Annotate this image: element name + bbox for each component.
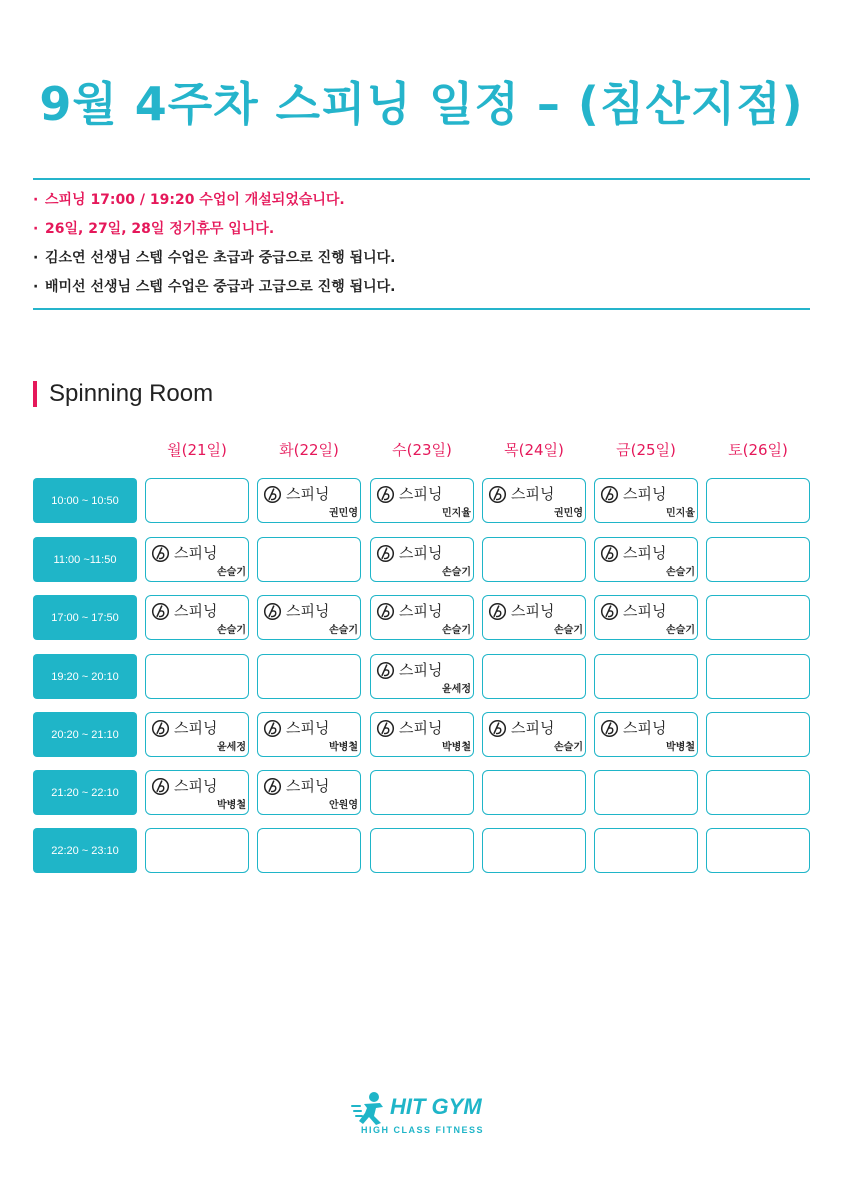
empty-cell <box>257 828 361 873</box>
time-slot-label: 11:00 ~11:50 <box>33 537 137 582</box>
class-name: 스피닝 <box>623 602 667 620</box>
notice-text: 배미선 선생님 스텝 수업은 중급과 고급으로 진행 됩니다. <box>45 279 396 295</box>
empty-cell <box>706 828 810 873</box>
notice-bottom-divider <box>33 308 810 310</box>
notice-list <box>33 190 810 306</box>
class-title <box>263 485 329 504</box>
instructor-name: 손슬기 <box>442 567 471 578</box>
empty-cell <box>145 654 249 699</box>
spinning-bike-icon <box>488 485 507 504</box>
class-title <box>151 719 217 738</box>
class-cell <box>482 712 586 757</box>
class-name: 스피닝 <box>174 602 218 620</box>
spinning-bike-icon <box>600 602 619 621</box>
class-name: 스피닝 <box>174 544 218 562</box>
time-slot-label: 22:20 ~ 23:10 <box>33 828 137 873</box>
empty-cell <box>482 828 586 873</box>
empty-cell <box>370 828 474 873</box>
spinning-bike-icon <box>376 544 395 563</box>
class-title <box>151 544 217 563</box>
instructor-name: 윤세정 <box>217 742 246 753</box>
class-title <box>263 602 329 621</box>
instructor-name: 손슬기 <box>554 625 583 636</box>
schedule-row <box>0 595 843 640</box>
class-cell <box>594 712 698 757</box>
spinning-bike-icon <box>263 485 282 504</box>
day-header: 수(23일) <box>392 441 452 459</box>
instructor-name: 권민영 <box>554 508 583 519</box>
spinning-bike-icon <box>263 777 282 796</box>
hitgym-logo <box>350 1090 500 1140</box>
class-cell <box>370 712 474 757</box>
class-name: 스피닝 <box>286 719 330 737</box>
class-cell <box>594 537 698 582</box>
section-title: Spinning Room <box>49 380 214 407</box>
empty-cell <box>257 654 361 699</box>
class-title <box>376 544 442 563</box>
empty-cell <box>145 478 249 523</box>
instructor-name: 윤세정 <box>442 684 471 695</box>
class-cell <box>594 478 698 523</box>
class-name: 스피닝 <box>623 485 667 503</box>
notice-bullet: · <box>33 250 39 266</box>
class-cell <box>145 712 249 757</box>
instructor-name: 손슬기 <box>666 625 695 636</box>
notice-bullet: · <box>33 279 39 295</box>
class-title <box>263 719 329 738</box>
class-name: 스피닝 <box>286 485 330 503</box>
schedule-row <box>0 770 843 815</box>
class-cell <box>257 712 361 757</box>
class-cell <box>482 595 586 640</box>
spinning-bike-icon <box>376 719 395 738</box>
class-name: 스피닝 <box>174 719 218 737</box>
class-cell <box>145 537 249 582</box>
notice-item <box>33 219 810 248</box>
instructor-name: 박병철 <box>217 800 246 811</box>
empty-cell <box>370 770 474 815</box>
empty-cell <box>594 770 698 815</box>
instructor-name: 손슬기 <box>666 567 695 578</box>
spinning-bike-icon <box>376 661 395 680</box>
spinning-bike-icon <box>151 544 170 563</box>
instructor-name: 손슬기 <box>217 625 246 636</box>
class-name: 스피닝 <box>399 661 443 679</box>
time-slot-label: 21:20 ~ 22:10 <box>33 770 137 815</box>
class-title <box>600 485 666 504</box>
schedule-row <box>0 654 843 699</box>
instructor-name: 손슬기 <box>554 742 583 753</box>
instructor-name: 손슬기 <box>217 567 246 578</box>
time-slot-label: 20:20 ~ 21:10 <box>33 712 137 757</box>
notice-text: 26일, 27일, 28일 정기휴무 입니다. <box>45 221 275 237</box>
empty-cell <box>594 828 698 873</box>
class-title <box>151 602 217 621</box>
class-cell <box>257 770 361 815</box>
notice-item <box>33 277 810 306</box>
class-name: 스피닝 <box>511 602 555 620</box>
notice-text: 스피닝 17:00 / 19:20 수업이 개설되었습니다. <box>45 192 345 208</box>
empty-cell <box>706 537 810 582</box>
spinning-bike-icon <box>151 719 170 738</box>
spinning-bike-icon <box>151 602 170 621</box>
class-cell <box>594 595 698 640</box>
instructor-name: 민지율 <box>442 508 471 519</box>
instructor-name: 손슬기 <box>329 625 358 636</box>
schedule-row <box>0 828 843 873</box>
day-header: 화(22일) <box>279 441 339 459</box>
spinning-bike-icon <box>600 544 619 563</box>
spinning-bike-icon <box>600 719 619 738</box>
schedule-row <box>0 712 843 757</box>
time-slot-label: 19:20 ~ 20:10 <box>33 654 137 699</box>
instructor-name: 권민영 <box>329 508 358 519</box>
empty-cell <box>594 654 698 699</box>
day-header: 토(26일) <box>728 441 788 459</box>
spinning-bike-icon <box>488 719 507 738</box>
day-header: 금(25일) <box>616 441 676 459</box>
class-name: 스피닝 <box>174 777 218 795</box>
day-header: 월(21일) <box>167 441 227 459</box>
class-cell <box>370 478 474 523</box>
class-title <box>376 602 442 621</box>
notice-bullet: · <box>33 221 39 237</box>
notice-text: 김소연 선생님 스텝 수업은 초급과 중급으로 진행 됩니다. <box>45 250 396 266</box>
class-title <box>376 661 442 680</box>
instructor-name: 박병철 <box>329 742 358 753</box>
notice-bullet: · <box>33 192 39 208</box>
empty-cell <box>482 654 586 699</box>
day-header-row <box>0 438 843 462</box>
spinning-bike-icon <box>376 485 395 504</box>
instructor-name: 박병철 <box>666 742 695 753</box>
class-cell <box>145 770 249 815</box>
instructor-name: 안원영 <box>329 800 358 811</box>
class-name: 스피닝 <box>286 777 330 795</box>
empty-cell <box>706 712 810 757</box>
spinning-bike-icon <box>488 602 507 621</box>
class-title <box>376 485 442 504</box>
page-title: 9월 4주차 스피닝 일정 – (침산지점) <box>39 77 804 131</box>
spinning-bike-icon <box>263 602 282 621</box>
logo-wordmark: HIT GYM <box>390 1094 482 1119</box>
class-name: 스피닝 <box>623 544 667 562</box>
section-marker <box>33 381 37 407</box>
spinning-bike-icon <box>600 485 619 504</box>
class-name: 스피닝 <box>399 544 443 562</box>
class-title <box>600 544 666 563</box>
class-name: 스피닝 <box>286 602 330 620</box>
class-title <box>376 719 442 738</box>
spinning-bike-icon <box>376 602 395 621</box>
class-cell <box>257 595 361 640</box>
class-title <box>600 719 666 738</box>
schedule-row <box>0 478 843 523</box>
empty-cell <box>706 654 810 699</box>
class-title <box>488 485 554 504</box>
class-title <box>151 777 217 796</box>
empty-cell <box>145 828 249 873</box>
empty-cell <box>706 770 810 815</box>
class-name: 스피닝 <box>399 485 443 503</box>
class-cell <box>257 478 361 523</box>
instructor-name: 민지율 <box>666 508 695 519</box>
class-cell <box>370 537 474 582</box>
class-name: 스피닝 <box>623 719 667 737</box>
empty-cell <box>482 537 586 582</box>
time-slot-label: 17:00 ~ 17:50 <box>33 595 137 640</box>
logo-tagline: HIGH CLASS FITNESS <box>361 1125 485 1135</box>
empty-cell <box>706 478 810 523</box>
class-name: 스피닝 <box>399 602 443 620</box>
instructor-name: 손슬기 <box>442 625 471 636</box>
notice-item <box>33 190 810 219</box>
runner-logo-icon <box>350 1090 388 1126</box>
schedule-row <box>0 537 843 582</box>
empty-cell <box>706 595 810 640</box>
day-header: 목(24일) <box>504 441 564 459</box>
spinning-bike-icon <box>151 777 170 796</box>
class-cell <box>145 595 249 640</box>
notice-item <box>33 248 810 277</box>
class-cell <box>482 478 586 523</box>
class-title <box>600 602 666 621</box>
notice-top-divider <box>33 178 810 180</box>
class-name: 스피닝 <box>511 485 555 503</box>
class-name: 스피닝 <box>511 719 555 737</box>
empty-cell <box>257 537 361 582</box>
instructor-name: 박병철 <box>442 742 471 753</box>
section-header <box>33 380 213 408</box>
class-title <box>488 719 554 738</box>
class-cell <box>370 595 474 640</box>
spinning-bike-icon <box>263 719 282 738</box>
class-title <box>488 602 554 621</box>
empty-cell <box>482 770 586 815</box>
class-title <box>263 777 329 796</box>
time-slot-label: 10:00 ~ 10:50 <box>33 478 137 523</box>
class-name: 스피닝 <box>399 719 443 737</box>
class-cell <box>370 654 474 699</box>
